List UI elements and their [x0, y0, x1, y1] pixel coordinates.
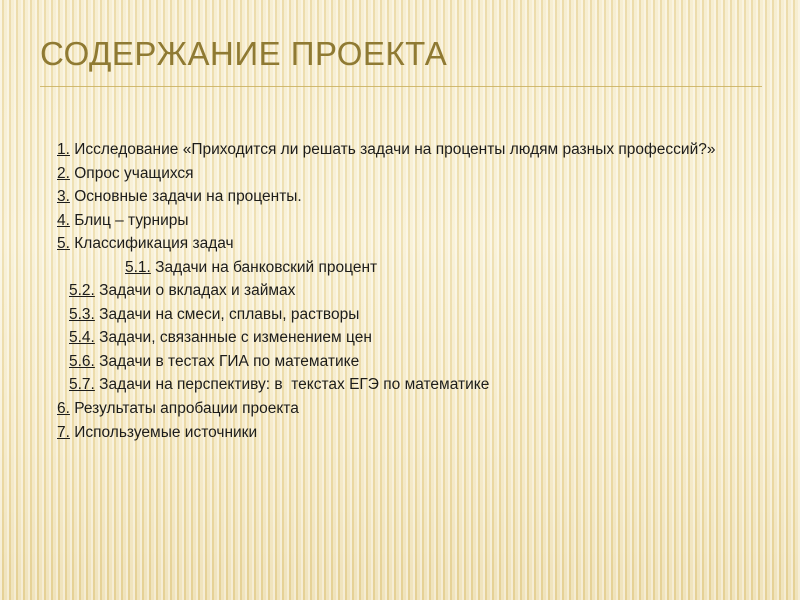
list-item — [57, 185, 757, 209]
list-item — [57, 397, 757, 421]
list-item — [57, 232, 757, 256]
list-item-number: 7. — [57, 423, 70, 441]
list-item — [57, 326, 757, 350]
list-item — [57, 256, 757, 280]
list-item — [57, 350, 757, 374]
list-item — [57, 373, 757, 397]
list-item-label: Используемые источники — [69, 423, 258, 441]
list-item-label: Основные задачи на проценты. — [69, 188, 302, 206]
list-item-label: Задачи на смеси, сплавы, растворы — [94, 305, 360, 323]
list-item-number: 1. — [57, 141, 70, 158]
list-item-number: 5.2. — [69, 282, 95, 300]
list-item — [57, 162, 757, 186]
page-title: СОДЕРЖАНИЕ ПРОЕКТА — [40, 35, 448, 72]
list-item-label: Результаты апробации проекта — [69, 400, 299, 418]
list-item-label: Блиц – турниры — [69, 211, 189, 229]
list-item-label: Задачи на перспективу: в текстах ЕГЭ по математике — [94, 376, 490, 394]
list-item-label: Задачи на банковский процент — [150, 258, 378, 276]
list-item — [57, 209, 757, 233]
list-item — [57, 421, 757, 445]
list-item-number: 5. — [57, 235, 70, 253]
list-item-number: 6. — [57, 400, 70, 418]
contents-list — [57, 138, 757, 444]
list-item-label: Классификация задач — [69, 235, 234, 253]
list-item — [57, 303, 757, 327]
list-item-number: 5.7. — [69, 376, 95, 394]
list-item-number: 2. — [57, 164, 70, 182]
list-item-label: Опрос учащихся — [69, 164, 194, 182]
list-item — [57, 138, 757, 162]
list-item-number: 4. — [57, 211, 70, 229]
list-item-label: Исследование «Приходится ли решать задачи на проценты людям разных профессий?» — [69, 141, 716, 158]
list-item-number: 3. — [57, 188, 70, 206]
list-item — [57, 279, 757, 303]
list-item-number: 5.4. — [69, 329, 95, 347]
list-item-label: Задачи в тестах ГИА по математике — [94, 352, 360, 370]
list-item-number: 5.3. — [69, 305, 95, 323]
list-item-label: Задачи, связанные с изменением цен — [94, 329, 372, 347]
list-item-label: Задачи о вкладах и займах — [94, 282, 296, 300]
list-item-number: 5.6. — [69, 352, 95, 370]
title-divider — [40, 86, 762, 87]
list-item-number: 5.1. — [125, 258, 151, 276]
